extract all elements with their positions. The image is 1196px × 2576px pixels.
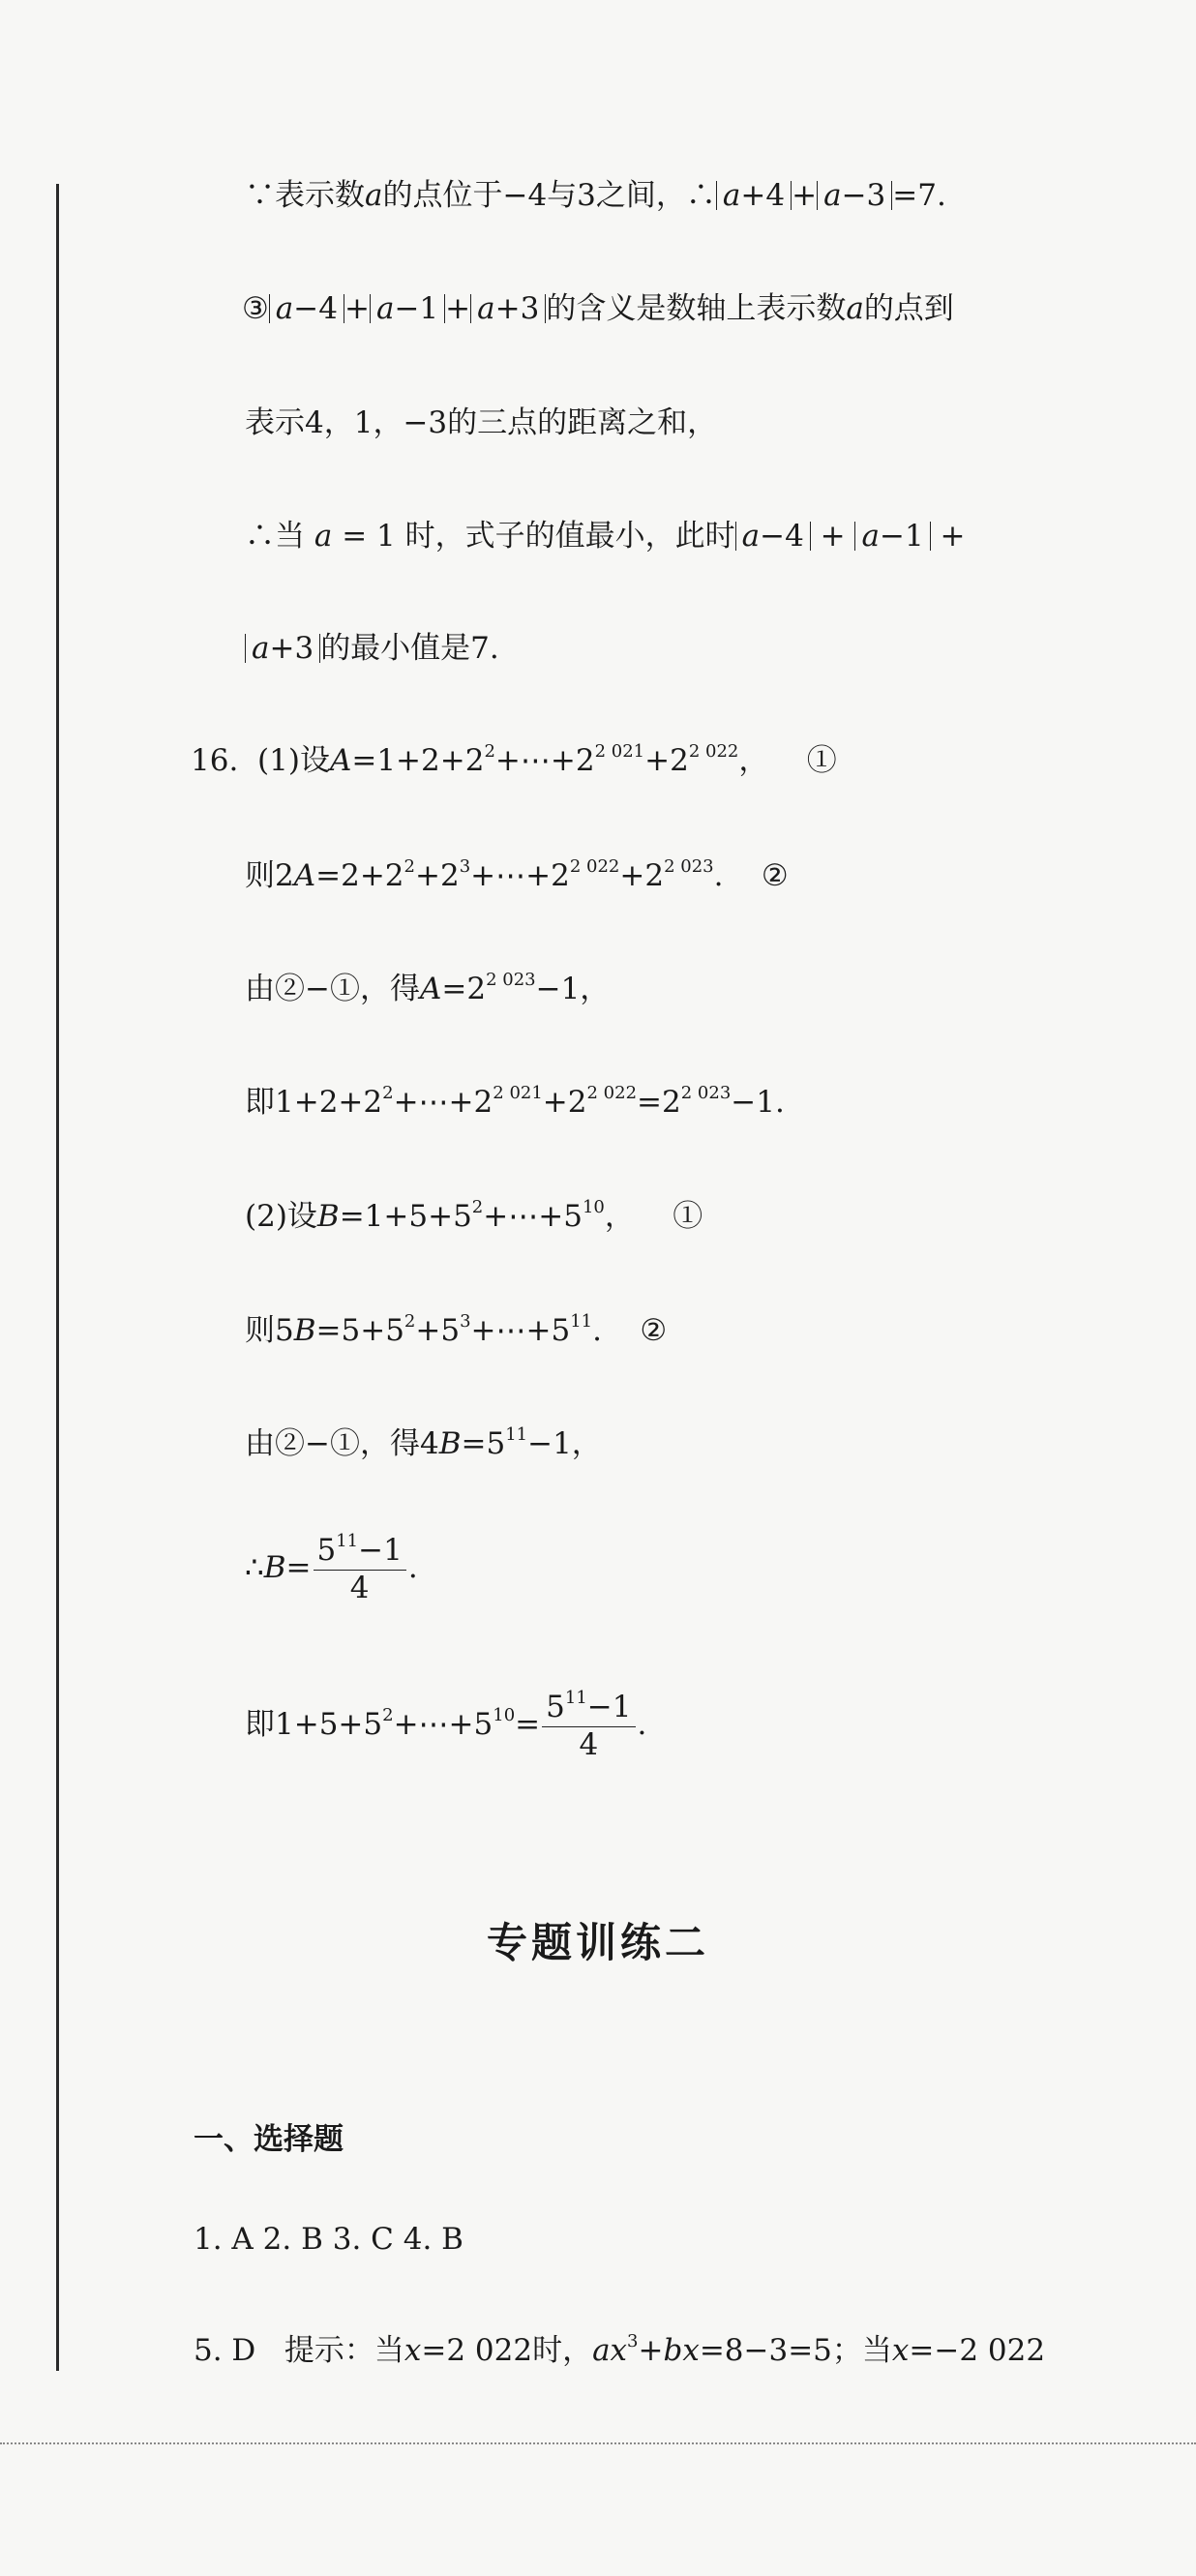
q16-number: 16.: [191, 743, 239, 778]
page-title: 专题训练二: [486, 1919, 709, 1966]
text-line-2: ③ a−4 + a−1 + a+3 的含义是数轴上表示数a的点到: [242, 291, 954, 326]
mark-2b: ②: [640, 1313, 668, 1348]
text-line-3: 表示4，1，−3的三点的距离之和，: [245, 405, 718, 440]
q16-line-3: 由②−①，得$A=2^{2 023}-1$，: [245, 970, 611, 1006]
q16-p1-a: (1)设: [257, 743, 330, 778]
q16-line-9: 即$1+5+5^2+\cdots+5^{10}=$ $\frac{5^{11}-1}{4}$ .: [245, 1688, 647, 1762]
fraction: $\frac{5^{11}-1}{4}$: [314, 1533, 406, 1605]
q16-p1-d: 即: [245, 1085, 275, 1120]
q16-line-5: (2)设$B=1+5+5^2+\cdots+5^{10}$， ①: [245, 1197, 703, 1234]
q16-p1-c: 由②−①，得: [245, 972, 420, 1006]
answer-5: 5. D: [194, 2333, 256, 2368]
q16-p1-b: 则: [245, 858, 275, 893]
answers-row-2: 5. D 提示：当x=2 022时，$ax^3+bx=8-3=5$；当x=−2 022: [194, 2331, 1046, 2368]
text-line-5: a+3 的最小值是7.: [245, 627, 499, 670]
mark-1b: ①: [673, 1199, 703, 1234]
q16-line-8: ∴B= $\frac{5^{11}-1}{4}$ .: [245, 1531, 418, 1605]
mark-1: ①: [806, 743, 837, 778]
q16-p2-e: 即: [245, 1707, 275, 1742]
text-line-4: ∴当 a = 1 时，式子的值最小，此时 a−4 + a−1 +: [245, 519, 966, 554]
fraction-2: $\frac{5^{11}-1}{4}$: [542, 1690, 635, 1762]
q16-line-2: 则$2A=2+2^2+2^3+\cdots+2^{2 022}+2^{2 023}$. ②: [245, 856, 789, 893]
q16-line-1: 16. (1)设$A=1+2+2^2+\cdots+2^{2 021}+2^{2 022}$， ①: [191, 741, 837, 778]
q16-p2-b: 则: [245, 1313, 275, 1348]
page-bottom-divider: [0, 2442, 1196, 2444]
text-line-1: ∵表示数a的点位于−4与3之间，∴ a+4 + a−3 =7.: [245, 178, 946, 213]
answers-row-1: 1. A 2. B 3. C 4. B: [194, 2222, 463, 2257]
section-heading: 一、选择题: [194, 2122, 344, 2157]
mark-2: ②: [761, 858, 789, 893]
q16-line-7: 由②−①，得$4B=5^{11}-1$，: [245, 1424, 602, 1461]
q16-line-6: 则$5B=5+5^2+5^3+\cdots+5^{11}$. ②: [245, 1311, 668, 1348]
margin-rule: [56, 184, 59, 2371]
q16-p2-a: (2)设: [245, 1199, 317, 1234]
q16-line-4: 即$1+2+2^2+\cdots+2^{2 021}+2^{2 022}=2^{2 023}-1$.: [245, 1083, 785, 1120]
q16-p2-c: 由②−①，得: [245, 1426, 420, 1461]
q16-p2-d: ∴: [245, 1550, 264, 1585]
